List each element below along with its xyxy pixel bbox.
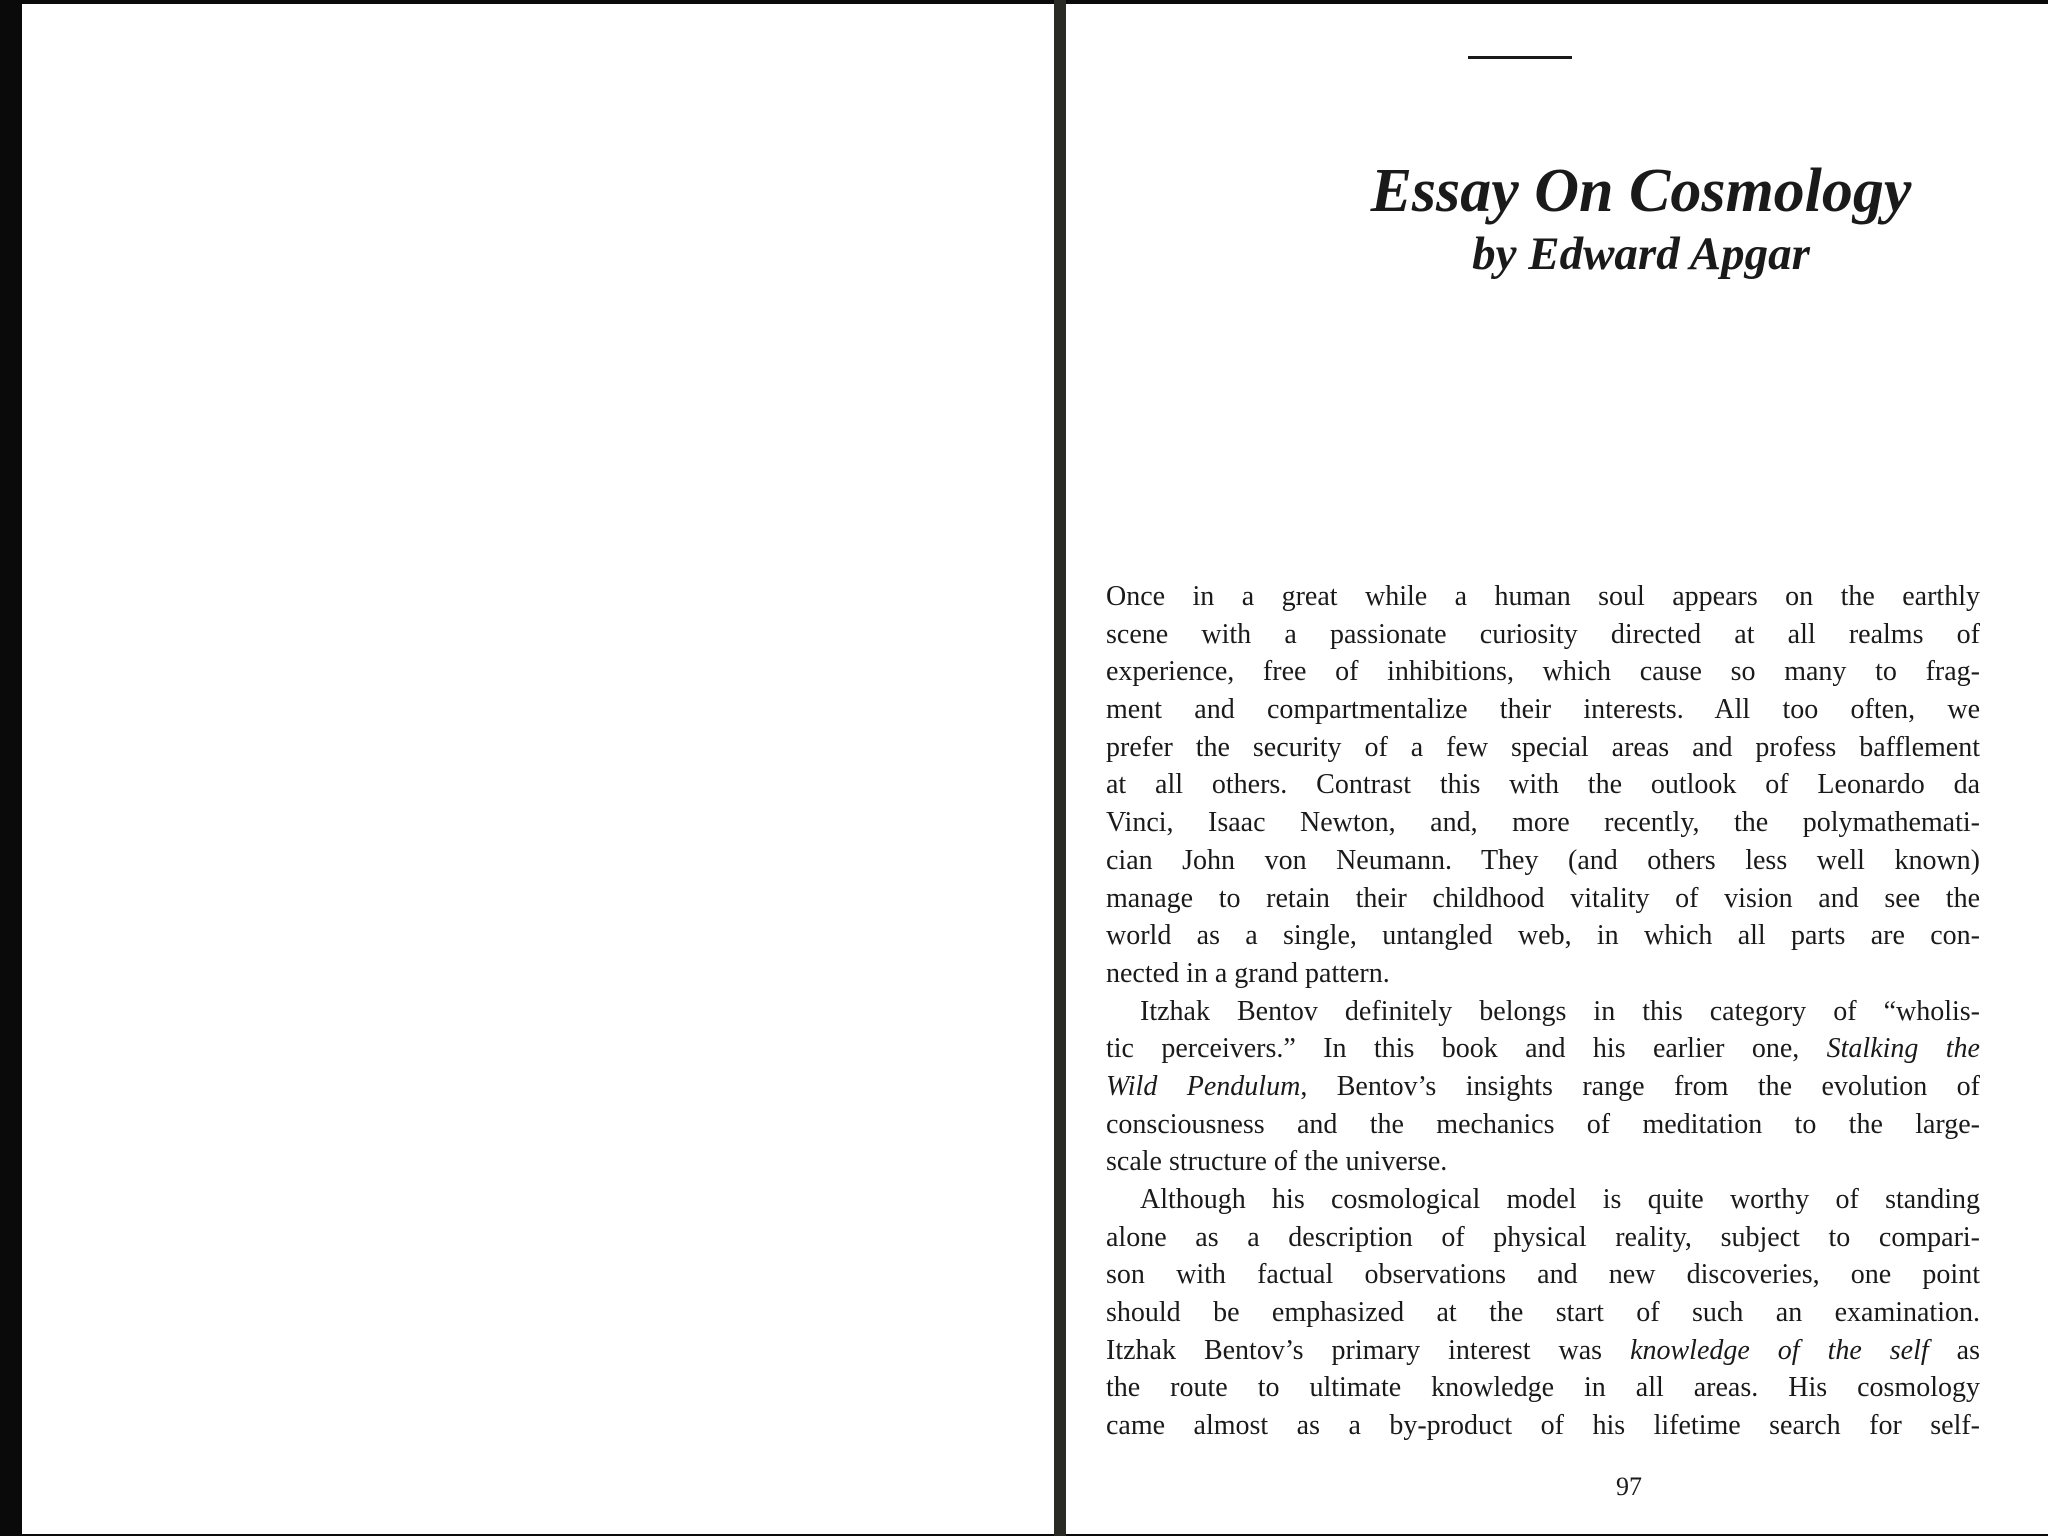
text-line: Although his cosmological model is quite worthy of standing bbox=[1140, 1184, 1980, 1215]
essay-body bbox=[1106, 578, 1980, 1445]
paragraph bbox=[1106, 578, 1980, 993]
italic-text: Wild Pendulum bbox=[1106, 1070, 1301, 1102]
text-line: scale structure of the universe. bbox=[1106, 1146, 1448, 1178]
essay-author: by Edward Apgar bbox=[1472, 228, 1810, 280]
text-line: at all others. Contrast this with the outlook of Leonardo da bbox=[1106, 769, 1980, 801]
text-line: nected in a grand pattern. bbox=[1106, 957, 1390, 989]
header-rule bbox=[1468, 56, 1572, 59]
text-line: son with factual observations and new discoveries, one point bbox=[1106, 1259, 1980, 1291]
text-line: Itzhak Bentov definitely belongs in this category of “wholis- bbox=[1140, 995, 1980, 1027]
book-spine bbox=[1054, 0, 1066, 1536]
page-number: 97 bbox=[1616, 1472, 1642, 1501]
paragraph bbox=[1106, 993, 1980, 1181]
text-line: Wild Pendulum, Bentov’s insights range from the evolution of bbox=[1106, 1070, 1980, 1102]
text-line: ment and compartmentalize their interests. All too often, we bbox=[1106, 694, 1980, 726]
text-line: should be emphasized at the start of such an examination. bbox=[1106, 1297, 1980, 1329]
text-line: the route to ultimate knowledge in all areas. His cosmology bbox=[1106, 1372, 1980, 1404]
left-blank-page bbox=[22, 4, 1054, 1534]
text-line: Once in a great while a human soul appears on the earthly bbox=[1106, 581, 1980, 612]
text-line: came almost as a by-product of his lifetime search for self- bbox=[1106, 1410, 1980, 1442]
paragraph bbox=[1106, 1181, 1980, 1445]
italic-text: Stalking the bbox=[1826, 1033, 1980, 1065]
text-line: scene with a passionate curiosity directed at all realms of bbox=[1106, 618, 1980, 650]
text-line: alone as a description of physical reality, subject to compari- bbox=[1106, 1221, 1980, 1253]
text-line: manage to retain their childhood vitality of vision and see the bbox=[1106, 882, 1980, 914]
text-line: prefer the security of a few special areas and profess bafflement bbox=[1106, 731, 1980, 763]
italic-text: knowledge of the self bbox=[1630, 1334, 1929, 1366]
text-line: tic perceivers.” In this book and his earlier one, Stalking the bbox=[1106, 1033, 1980, 1065]
right-page bbox=[1066, 4, 2048, 1534]
text-line: cian John von Neumann. They (and others less well known) bbox=[1106, 844, 1980, 876]
text-line: experience, free of inhibitions, which cause so many to frag- bbox=[1106, 656, 1980, 688]
essay-title: Essay On Cosmology bbox=[1370, 157, 1912, 225]
text-line: Vinci, Isaac Newton, and, more recently, the polymathemati- bbox=[1106, 807, 1980, 839]
text-line: world as a single, untangled web, in which all parts are con- bbox=[1106, 920, 1980, 952]
text-line: consciousness and the mechanics of meditation to the large- bbox=[1106, 1108, 1980, 1140]
text-line: Itzhak Bentov’s primary interest was knowledge of the self as bbox=[1106, 1334, 1980, 1366]
